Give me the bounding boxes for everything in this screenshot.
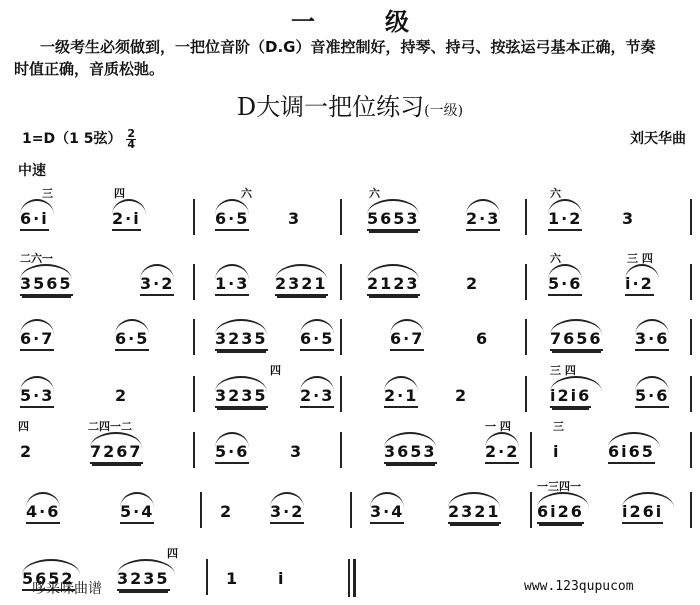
bar-line bbox=[206, 559, 208, 595]
notes: 2·2 bbox=[485, 442, 519, 464]
notes: 3 bbox=[622, 209, 636, 228]
bar-line bbox=[525, 319, 527, 355]
notes: 3·4 bbox=[370, 502, 404, 524]
notes: 6·7 bbox=[20, 329, 54, 351]
notes: i bbox=[553, 442, 561, 461]
bar-line bbox=[193, 264, 195, 300]
notes: 1·2 bbox=[548, 209, 582, 231]
fingering-mark: 三 bbox=[553, 420, 564, 433]
intro-text-line-2: 时值正确，音质松弛。 bbox=[14, 60, 165, 78]
bar-line bbox=[690, 199, 692, 235]
bar-line bbox=[690, 432, 692, 468]
notes: 2 bbox=[220, 502, 234, 521]
bar-line bbox=[200, 492, 202, 528]
notes: 2·3 bbox=[466, 209, 500, 231]
bar-line bbox=[530, 492, 532, 528]
bar-line bbox=[340, 264, 342, 300]
notes: 3·6 bbox=[635, 329, 669, 351]
piece-title bbox=[0, 87, 700, 122]
notes: 6i65 bbox=[608, 442, 655, 464]
fingering-mark: 三 四 bbox=[550, 364, 576, 377]
notes: 2 bbox=[115, 386, 129, 405]
bar-line bbox=[350, 492, 352, 528]
bar-line bbox=[340, 376, 342, 412]
fingering-mark: 二六一 bbox=[20, 252, 53, 265]
bar-line bbox=[690, 264, 692, 300]
notes: 6·5 bbox=[215, 209, 249, 231]
notes: 5652 bbox=[22, 569, 75, 591]
time-numerator: 2 bbox=[127, 126, 135, 140]
piece-title-main: D大调一把位练习 bbox=[236, 93, 425, 121]
notes: 2321 bbox=[448, 502, 501, 524]
notes: 1·3 bbox=[215, 274, 249, 296]
watermark-site-name: 哆来咪曲谱 bbox=[32, 581, 102, 597]
notes: 3·2 bbox=[140, 274, 174, 296]
score-row bbox=[0, 250, 700, 310]
notes: 3235 bbox=[215, 329, 268, 351]
notes: 3 bbox=[288, 209, 302, 228]
score-row bbox=[0, 545, 700, 605]
fingering-mark: 二四一二 bbox=[88, 420, 132, 433]
notes: 5·6 bbox=[215, 442, 249, 464]
score-row bbox=[0, 478, 700, 538]
intro-text-line-1: 一级考生必须做到，一把位音阶（D.G）音准控制好，持琴、持弓、按弦运弓基本正确，节奏 bbox=[40, 38, 656, 56]
notes: i bbox=[278, 569, 286, 588]
score-row bbox=[0, 305, 700, 365]
notes: 1 bbox=[226, 569, 240, 588]
bar-line bbox=[193, 319, 195, 355]
fingering-mark: 四 bbox=[270, 364, 281, 377]
notes: 5·6 bbox=[548, 274, 582, 296]
notes: 6·5 bbox=[300, 329, 334, 351]
time-signature bbox=[126, 126, 136, 151]
notes: 3653 bbox=[384, 442, 437, 464]
notes: 6·7 bbox=[390, 329, 424, 351]
fingering-mark: 四 bbox=[114, 187, 125, 200]
key-signature bbox=[22, 128, 136, 150]
composer: 刘天华曲 bbox=[630, 131, 686, 147]
bar-line bbox=[340, 199, 342, 235]
watermark-url: www.123qupucom bbox=[524, 579, 634, 594]
grade-title: 一级 bbox=[291, 7, 479, 36]
notes: i26i bbox=[622, 502, 663, 524]
bar-line bbox=[525, 199, 527, 235]
notes: 2·i bbox=[112, 209, 141, 231]
fingering-mark: 六 bbox=[241, 187, 252, 200]
fingering-mark: 三 四 bbox=[627, 252, 653, 265]
bar-line bbox=[340, 319, 342, 355]
score-row bbox=[0, 418, 700, 478]
fingering-mark: 六 bbox=[550, 187, 561, 200]
notes: 3235 bbox=[117, 569, 170, 591]
bar-line bbox=[193, 199, 195, 235]
key-text: 1=D（1 5弦） bbox=[22, 131, 122, 147]
notes: 5·3 bbox=[20, 386, 54, 408]
notes: 2·3 bbox=[300, 386, 334, 408]
score-row bbox=[0, 362, 700, 422]
final-bar-line bbox=[348, 559, 356, 597]
bar-line bbox=[690, 319, 692, 355]
fingering-mark: 六 bbox=[369, 187, 380, 200]
notes: 5·6 bbox=[635, 386, 669, 408]
bar-line bbox=[193, 376, 195, 412]
notes: 6 bbox=[476, 329, 490, 348]
notes: 2 bbox=[455, 386, 469, 405]
time-denominator: 4 bbox=[127, 137, 135, 151]
bar-line bbox=[525, 264, 527, 300]
fingering-mark: 一 四 bbox=[485, 420, 511, 433]
notes: 6·5 bbox=[115, 329, 149, 351]
fingering-mark: 六 bbox=[550, 252, 561, 265]
bar-line bbox=[690, 492, 692, 528]
notes: 2·1 bbox=[384, 386, 418, 408]
notes: 2 bbox=[466, 274, 480, 293]
score-row bbox=[0, 185, 700, 245]
tempo-marking: 中速 bbox=[18, 163, 46, 179]
fingering-mark: 四 bbox=[18, 420, 29, 433]
fingering-mark: 三 bbox=[42, 187, 53, 200]
notes: i2i6 bbox=[550, 386, 591, 408]
notes: 4·6 bbox=[26, 502, 60, 524]
notes: 3235 bbox=[215, 386, 268, 408]
notes: 6·i bbox=[20, 209, 49, 231]
piece-title-level: (一级) bbox=[424, 103, 464, 119]
bar-line bbox=[525, 376, 527, 412]
notes: 7656 bbox=[550, 329, 603, 351]
fingering-mark: 四 bbox=[167, 547, 178, 560]
notes: 5·4 bbox=[120, 502, 154, 524]
bar-line bbox=[530, 432, 532, 468]
bar-line bbox=[340, 432, 342, 468]
notes: 3 bbox=[290, 442, 304, 461]
notes: 2 bbox=[20, 442, 34, 461]
notes: 3·2 bbox=[270, 502, 304, 524]
notes: i·2 bbox=[625, 274, 654, 296]
notes: 2321 bbox=[275, 274, 328, 296]
notes: 7267 bbox=[90, 442, 143, 464]
notes: 3565 bbox=[20, 274, 73, 296]
notes: 6i26 bbox=[537, 502, 584, 524]
bar-line bbox=[193, 432, 195, 468]
notes: 5653 bbox=[367, 209, 420, 231]
bar-line bbox=[690, 376, 692, 412]
notes: 2123 bbox=[367, 274, 420, 296]
fingering-mark: 一三四一 bbox=[537, 480, 581, 493]
